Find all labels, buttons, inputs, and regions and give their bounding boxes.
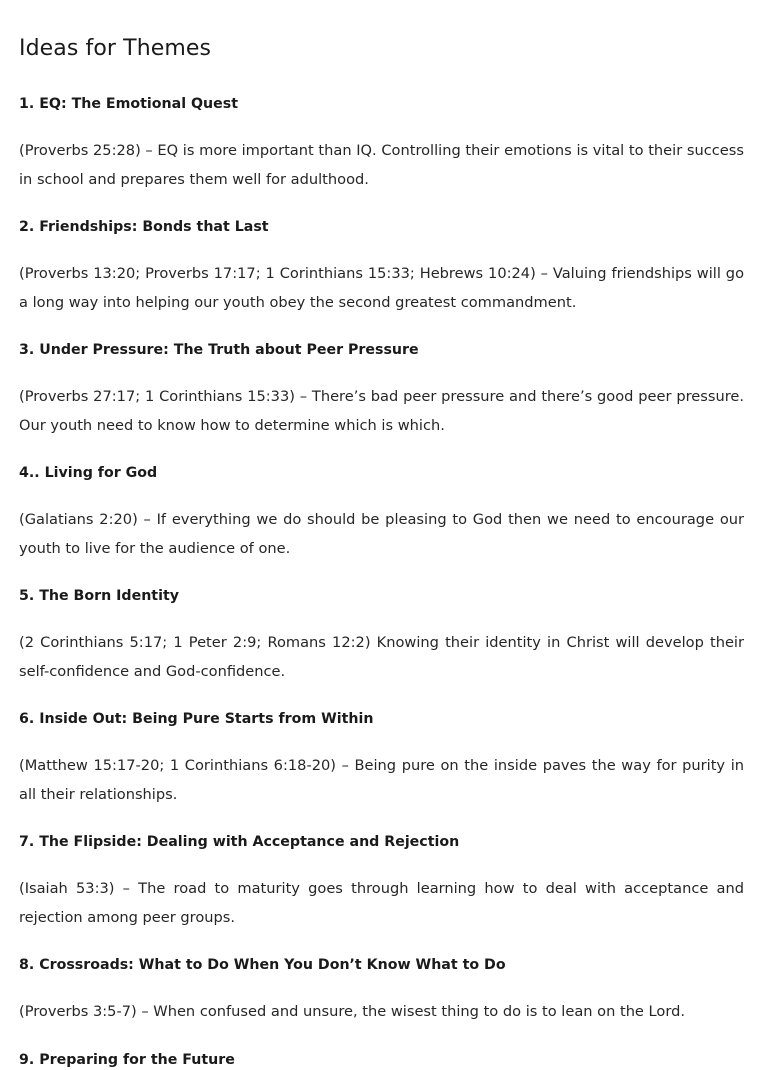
theme-heading: 3. Under Pressure: The Truth about Peer Pressure bbox=[19, 342, 419, 358]
theme-heading: 4.. Living for God bbox=[19, 465, 158, 481]
theme-description: (Proverbs 13:20; Proverbs 17:17; 1 Corinthians 15:33; Hebrews 10:24) – Valuing friendships will go a long way into helping our youth obey the second greatest commandment. bbox=[19, 265, 744, 311]
theme-list bbox=[19, 94, 744, 1070]
theme-description: (2 Corinthians 5:17; 1 Peter 2:9; Romans 12:2) Knowing their identity in Christ will develop their self-confidence and God-confidence. bbox=[19, 634, 744, 680]
theme-heading: 2. Friendships: Bonds that Last bbox=[19, 219, 269, 235]
theme-item bbox=[19, 832, 744, 932]
theme-heading: 1. EQ: The Emotional Quest bbox=[19, 96, 239, 112]
theme-heading: 6. Inside Out: Being Pure Starts from Within bbox=[19, 711, 374, 727]
theme-heading: 9. Preparing for the Future bbox=[19, 1051, 235, 1068]
theme-heading: 8. Crossroads: What to Do When You Don’t Know What to Do bbox=[19, 957, 506, 973]
theme-item bbox=[19, 586, 744, 686]
theme-heading: 5. The Born Identity bbox=[19, 588, 179, 604]
theme-item bbox=[19, 94, 744, 194]
theme-description: (Isaiah 53:3) – The road to maturity goes through learning how to deal with acceptance and rejection among peer groups. bbox=[19, 880, 744, 926]
theme-item bbox=[19, 463, 744, 563]
theme-item bbox=[19, 340, 744, 440]
theme-item bbox=[19, 955, 744, 1027]
theme-description: (Proverbs 27:17; 1 Corinthians 15:33) – There’s bad peer pressure and there’s good peer pressure. Our youth need to know how to determine which is which. bbox=[19, 388, 744, 434]
theme-item bbox=[19, 709, 744, 809]
theme-description: (Galatians 2:20) – If everything we do should be pleasing to God then we need to encourage our youth to live for the audience of one. bbox=[19, 511, 744, 557]
theme-description: (Proverbs 3:5-7) – When confused and unsure, the wisest thing to do is to lean on the Lord. bbox=[19, 1003, 686, 1020]
theme-heading: 7. The Flipside: Dealing with Acceptance and Rejection bbox=[19, 834, 460, 850]
theme-description: (Matthew 15:17-20; 1 Corinthians 6:18-20) – Being pure on the inside paves the way for purity in all their relationships. bbox=[19, 757, 744, 803]
theme-description: (Proverbs 25:28) – EQ is more important than IQ. Controlling their emotions is vital to their success in school and prepares them well for adulthood. bbox=[19, 142, 744, 188]
theme-item bbox=[19, 217, 744, 317]
page-title: Ideas for Themes bbox=[19, 36, 212, 61]
theme-item bbox=[19, 1050, 744, 1070]
